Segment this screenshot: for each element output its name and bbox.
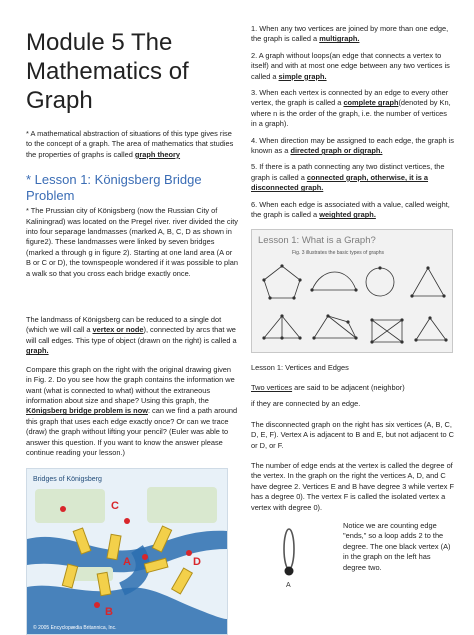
def-complete-graph: 3. When each vertex is connected by an edge to every other vertex, the graph is called a complete graph(denoted by Kn, where n is the order of the graph, i.e. the number of vertices in a graph). (251, 88, 451, 129)
loop-graph-illustration (251, 525, 321, 605)
loop-note: Notice we are counting edge "ends," so a loop adds 2 to the degree. The one black vertex (A) in the graph on the left has degree two. (343, 520, 451, 572)
intro-paragraph: * A mathematical abstraction of situations of this type gives rise to the concept of a graph. The area of mathematics that studies the properties of graphs is called graph theory (26, 129, 234, 159)
loop-section (251, 520, 454, 589)
left-column (26, 24, 238, 635)
bridges-illustration (27, 469, 227, 634)
bridges-caption: Bridges of Königsberg (33, 476, 102, 484)
compare-paragraph: Compare this graph on the right with the original drawing given in Fig. 2. Do you see how the graph contains the information we want (what is connected to what) without the extraneous information about size and shape? Using this graph, the Königsberg bridge problem is now: can we find a path around this graph that uses each edge exactly once? Or can we trace (draw) the graph without lifting your pencil? (Euler was able to answer this question. If you want to know the answer please continue reading your lesson.) (26, 364, 238, 457)
term-graph-theory: graph theory (134, 149, 181, 159)
def-connected-graph: 5. If there is a path connecting any two distinct vertices, the graph is called a connected graph, otherwise, it is a disconnected graph. (251, 162, 445, 193)
graph-types-figure (251, 229, 453, 353)
lesson1-heading: * Lesson 1: Königsberg Bridge Problem (26, 172, 202, 204)
konigsberg-paragraph: * The Prussian city of Königsberg (now the Russian City of Kaliningrad) was located on the Pregel river. river divided the city into four separage landmasses (marked A, B, C, D as shown in figure2). These landmasses were linked by seven bridges (marked a through g in figure 2). Starting at one land area (A or B or C or D), the townspeople wondered if it was possible to plan a walk so that you cross each bridge exactly once. (26, 206, 238, 278)
label-c: C (111, 500, 119, 513)
term-graph: graph. (26, 346, 49, 356)
landmass-paragraph: The landmass of Königsberg can be reduced to a single dot (which we will call a vertex or node), connected by arcs that we will call edges. This type of object (drawn on the right) is called a graph. (26, 315, 237, 356)
label-a: A (123, 556, 131, 569)
vertices-edges-heading: Lesson 1: Vertices and Edges (251, 362, 349, 372)
term-vertex: vertex or node (92, 325, 144, 335)
def-simple-graph: 2. A graph without loops(an edge that connects a vertex to itself) and with at most one edge between any two vertices is called a simple graph. (251, 50, 450, 81)
degree-paragraph: The number of edge ends at the vertex is called the degree of the vertex. In the graph on the right the vertices A, D, and C have degree 2. Vertices E and B have degree 3 while vertex F has a degree 0). The vertex F is called the isolated vertex a vertex with degree 0). (251, 460, 454, 512)
def-directed-graph: 4. When direction may be assigned to each edge, the graph is known as a directed graph or digraph. (251, 135, 454, 156)
label-d: D (193, 556, 201, 569)
adjacent-line: Two vertices are said to be adjacent (neighbor) (251, 382, 405, 392)
term-bridge-problem: Königsberg bridge problem is now (26, 406, 148, 416)
graph-figure-heading: Lesson 1: What is a Graph? (258, 234, 376, 246)
bridges-copyright: © 2005 Encyclopædia Britannica, Inc. (33, 625, 117, 632)
term-two-vertices: Two vertices (251, 382, 293, 392)
graph-types-illustration (252, 230, 452, 352)
konigsberg-bridges-figure (26, 468, 228, 635)
right-column (251, 24, 454, 589)
adjacent-line-2: if they are connected by an edge. (251, 399, 361, 409)
label-b: B (105, 606, 113, 619)
page-title: Module 5 The Mathematics of Graph (26, 29, 189, 114)
loop-vertex-label: A (286, 581, 291, 589)
graph-figure-sub: Fig. 3 illustrates the basic types of graphs (292, 249, 384, 256)
def-weighted-graph: 6. When each edge is associated with a value, called weight, the graph is called a weighted graph. (251, 199, 450, 220)
disconnected-paragraph: The disconnected graph on the right has six vertices (A, B, C, D, E, F). Vertex A is adjacent to B and E, but not adjacent to C or D, or F. (251, 419, 454, 450)
def-multigraph: 1. When any two vertices are joined by more than one edge, the graph is called a multigraph. (251, 24, 449, 44)
